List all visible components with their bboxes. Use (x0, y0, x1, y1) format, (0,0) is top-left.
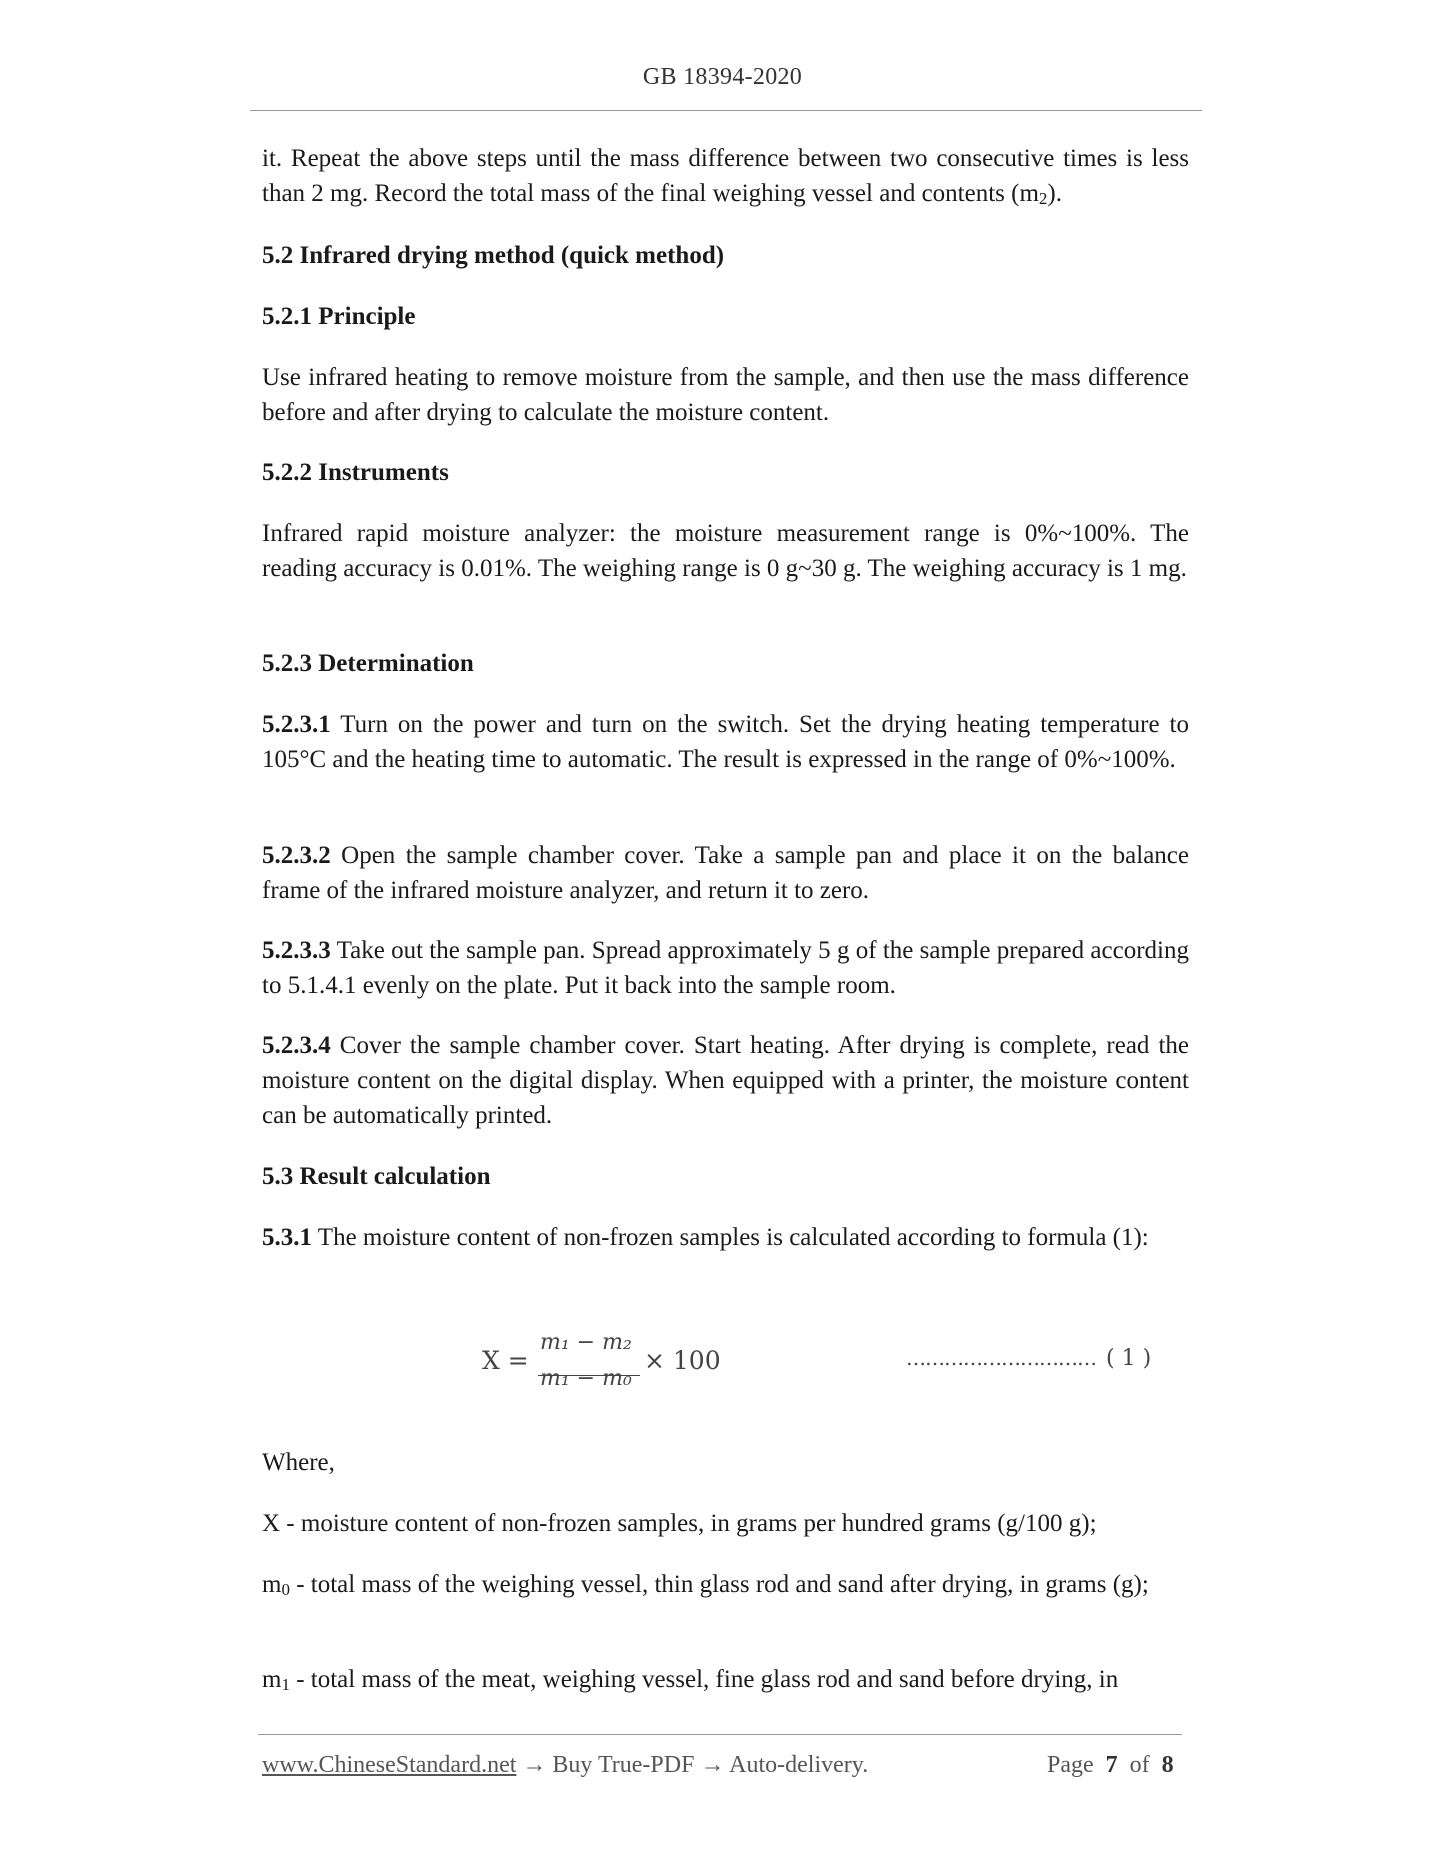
clause-text: Take out the sample pan. Spread approximately 5 g of the sample prepared according to 5.1.4.1 evenly on the plate. Put it back into the sample room. (262, 937, 1189, 999)
section-heading-5-2-3: 5.2.3 Determination (262, 650, 474, 677)
subscript: 0 (281, 1580, 290, 1599)
definition-x: X - moisture content of non-frozen samples, in grams per hundred grams (g/100 g); (262, 1510, 1097, 1537)
clause-text: Cover the sample chamber cover. Start heating. After drying is complete, read the moisture content on the digital display. When equipped with a printer, the moisture content can be automatically printed. (262, 1032, 1189, 1129)
clause-text: Turn on the power and turn on the switch. Set the drying heating temperature to 105°C and the heating time to automatic. The result is expressed in the range of 0%~100%. (262, 711, 1189, 773)
clause-number: 5.2.3.4 (262, 1032, 331, 1059)
definition-text: - total mass of the meat, weighing vessel, fine glass rod and sand before drying, in (289, 1666, 1119, 1693)
definition-text: - total mass of the weighing vessel, thin glass rod and sand after drying, in grams (g); (289, 1571, 1149, 1598)
paragraph-where: Where, (262, 1449, 335, 1476)
auto-delivery-text: → Auto-delivery. (700, 1752, 869, 1778)
clause-number: 5.3.1 (262, 1224, 312, 1251)
header-divider (250, 110, 1202, 111)
footer-promo (262, 1752, 868, 1779)
of-label: of (1129, 1752, 1150, 1778)
page-current: 7 (1105, 1752, 1118, 1778)
subscript: 1 (281, 1675, 290, 1694)
paragraph-5-2-3-4 (262, 1028, 1189, 1133)
website-link[interactable]: www.ChineseStandard.net (262, 1752, 517, 1778)
formula-denominator: m₁ − m₀ (540, 1366, 632, 1391)
section-heading-5-2-1: 5.2.1 Principle (262, 303, 416, 330)
formula-numerator: m₁ − m₂ (540, 1330, 632, 1355)
paragraph-5-2-3-2 (262, 838, 1189, 908)
paragraph-principle: Use infrared heating to remove moisture from the sample, and then use the mass difference before and after drying to calculate the moisture content. (262, 364, 1189, 426)
buy-pdf-text: → Buy True-PDF (516, 1752, 701, 1778)
paragraph-5-3-1 (262, 1220, 1189, 1255)
paragraph-5-2-3-3 (262, 933, 1189, 1003)
definition-m0 (262, 1567, 1189, 1602)
continuation-text: it. Repeat the above steps until the mass difference between two consecutive times is less than 2 mg. Record the total mass of the final weighing vessel and contents (m (262, 145, 1189, 207)
section-heading-5-2-2: 5.2.2 Instruments (262, 459, 449, 486)
footer-divider (258, 1734, 1182, 1735)
page-number (1047, 1752, 1174, 1779)
formula-lhs: X = (482, 1346, 529, 1375)
definition-m1 (262, 1662, 1189, 1697)
page-label: Page (1047, 1752, 1094, 1778)
clause-number: 5.2.3.3 (262, 937, 331, 964)
section-heading-5-2: 5.2 Infrared drying method (quick method) (262, 242, 725, 269)
page-total: 8 (1161, 1752, 1174, 1778)
formula-multiplier: × 100 (644, 1346, 721, 1375)
paragraph-instruments: Infrared rapid moisture analyzer: the moisture measurement range is 0%~100%. The reading accuracy is 0.01%. The weighing range is 0 g~30 g. The weighing accuracy is 1 mg. (262, 520, 1189, 582)
clause-text: The moisture content of non-frozen samples is calculated according to formula (1): (312, 1224, 1149, 1251)
clause-number: 5.2.3.2 (262, 842, 331, 869)
paragraph-continuation (262, 141, 1189, 211)
continuation-end: ). (1047, 180, 1062, 207)
clause-text: Open the sample chamber cover. Take a sample pan and place it on the balance frame of the infrared moisture analyzer, and return it to zero. (262, 842, 1189, 904)
paragraph-5-2-3-1 (262, 707, 1189, 777)
subscript: 2 (1038, 189, 1048, 208)
symbol: m (262, 1571, 282, 1598)
clause-number: 5.2.3.1 (262, 711, 331, 738)
page-header: GB 18394-2020 (642, 64, 803, 90)
section-heading-5-3: 5.3 Result calculation (262, 1163, 491, 1190)
symbol: m (262, 1666, 282, 1693)
formula-number: ( 1 ) (1106, 1346, 1152, 1371)
formula-leader-dots: ………………………… (906, 1346, 1096, 1370)
